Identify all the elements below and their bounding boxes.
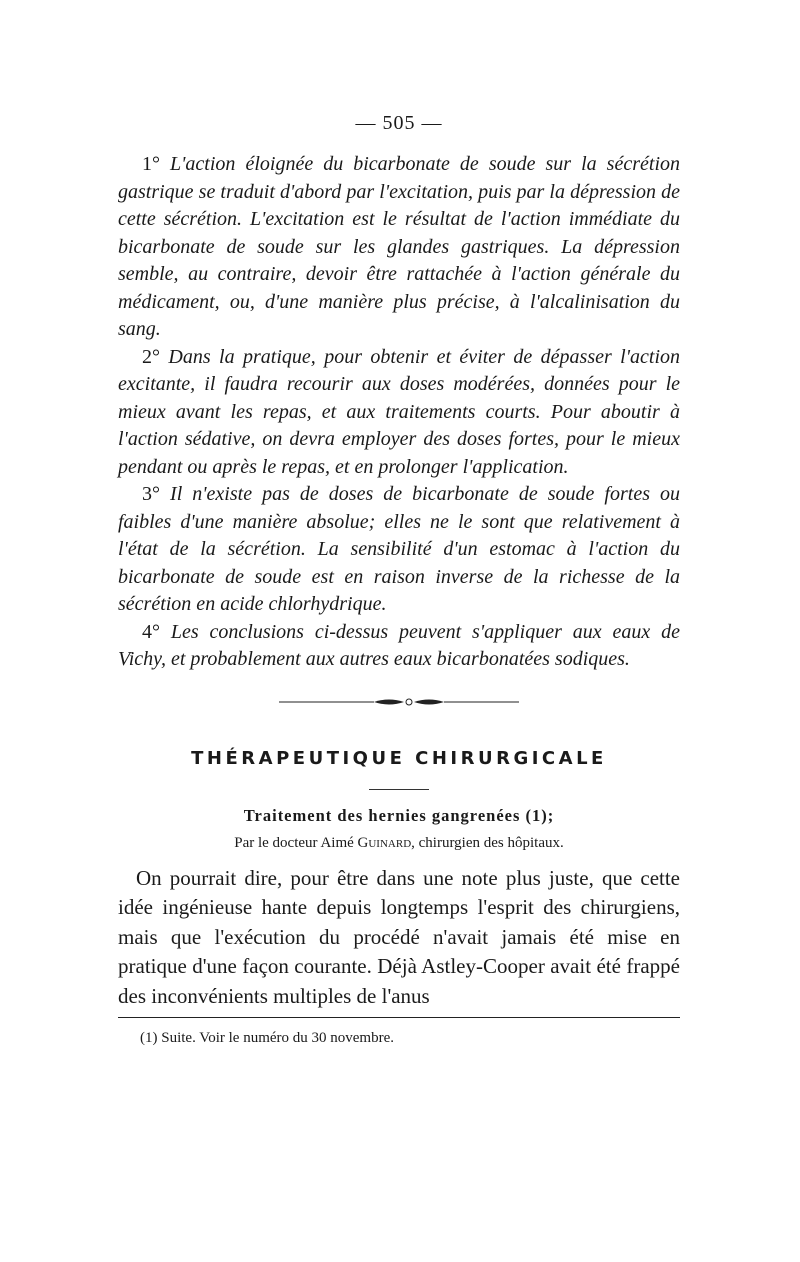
byline-suffix: , chirurgien des hôpitaux. — [411, 834, 564, 851]
conclusion-paragraph — [118, 344, 680, 482]
conclusion-paragraph — [118, 151, 680, 344]
conclusion-number: 1° — [142, 153, 160, 175]
page-number: — 505 — — [355, 112, 443, 134]
conclusion-text: L'action éloignée du bicarbonate de soude sur la sécrétion gastrique se traduit d'abord par l'excitation, puis par la dépression de cette sécrétion. L'excitation est le résultat de l'action immédiate du bicarbonate de soude sur les glandes gastriques. La dépression semble, au contraire, devoir être rattachée à l'action générale du médicament, ou, d'une manière plus précise, à l'alcalinisation du sang. — [118, 153, 680, 340]
conclusion-text: Dans la pratique, pour obtenir et éviter de dépasser l'action excitante, il faudra recourir aux doses modérées, données pour le mieux avant les repas, et aux traitements courts. Pour aboutir à l'action sédative, on devra employer des doses fortes, pour le mieux pendant ou après le repas, et en prolonger l'application. — [118, 345, 680, 478]
article-title: Traitement des hernies gangrenées (1); — [243, 805, 555, 825]
author-name: Guinard — [357, 834, 412, 851]
conclusion-text: Il n'existe pas de doses de bicarbonate de soude fortes ou faibles d'une manière absolue; elles ne le sont que relativement à l'état de la sécrétion. La sensibilité d'un estomac à l'action du bicarbonate de soude est en raison inverse de la richesse de la sécrétion en acide chlorhydrique. — [118, 483, 681, 615]
article-byline — [118, 835, 680, 852]
conclusion-paragraph — [118, 481, 680, 619]
section-title: THÉRAPEUTIQUE CHIRURGICALE — [191, 747, 607, 769]
conclusion-number: 2° — [142, 345, 160, 368]
document-page — [118, 112, 680, 1047]
article-body — [118, 864, 680, 1012]
conclusion-text: Les conclusions ci-dessus peuvent s'appliquer aux eaux de Vichy, et probablement aux autres eaux bicarbonatées sodiques. — [118, 620, 680, 670]
conclusion-number: 4° — [142, 620, 160, 643]
body-paragraph: On pourrait dire, pour être dans une note plus juste, que cette idée ingénieuse hante depuis longtemps l'esprit des chirurgiens, mais que l'exécution du procédé n'avait jamais été mise en pratique d'une façon courante. Déjà Astley-Cooper avait été frappé des inconvénients multiples de l'anus — [118, 865, 680, 1008]
conclusion-paragraph — [118, 619, 680, 674]
conclusions-list — [118, 151, 680, 674]
section-divider-ornament — [279, 696, 519, 708]
footnote: (1) Suite. Voir le numéro du 30 novembre. — [140, 1030, 394, 1046]
title-rule — [369, 789, 429, 790]
conclusion-number: 3° — [142, 483, 160, 505]
byline-prefix: Par le docteur Aimé — [234, 834, 354, 851]
footnote-rule — [118, 1017, 680, 1018]
